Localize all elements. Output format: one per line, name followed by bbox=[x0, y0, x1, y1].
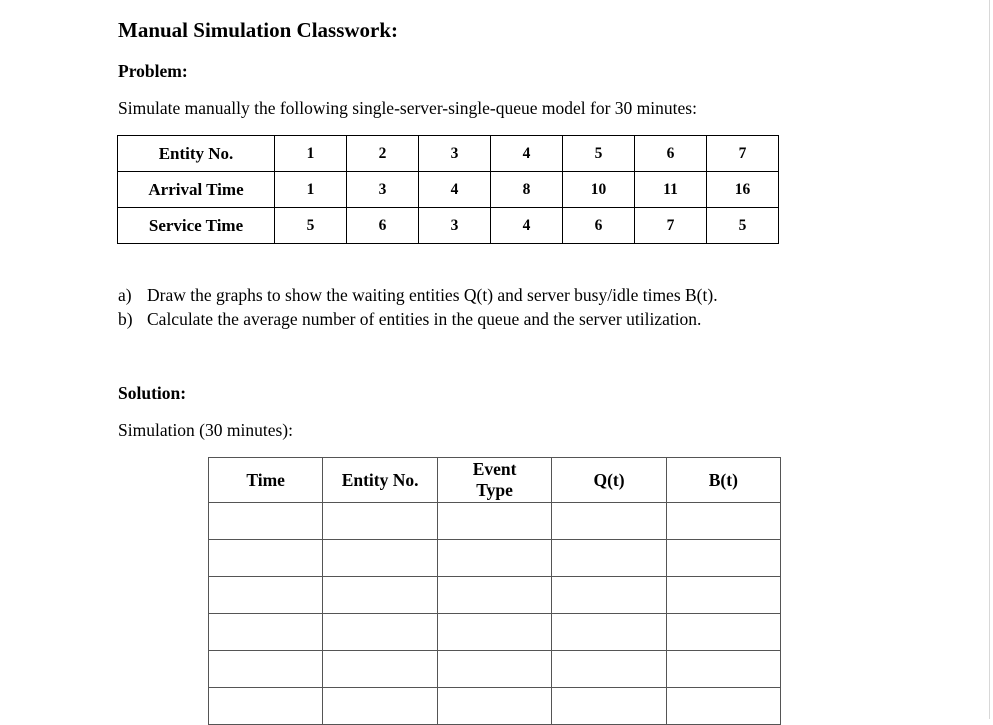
simulation-cell bbox=[666, 503, 780, 540]
header-time: Time bbox=[209, 458, 323, 503]
table-cell: 8 bbox=[491, 172, 563, 208]
row-label: Arrival Time bbox=[118, 172, 275, 208]
entity-table bbox=[117, 135, 779, 244]
simulation-cell bbox=[666, 651, 780, 688]
row-label: Service Time bbox=[118, 208, 275, 244]
table-cell: 16 bbox=[707, 172, 779, 208]
question-a bbox=[118, 285, 718, 306]
table-cell: 10 bbox=[563, 172, 635, 208]
simulation-cell bbox=[209, 577, 323, 614]
table-cell: 6 bbox=[563, 208, 635, 244]
simulation-cell bbox=[323, 503, 437, 540]
table-cell: 4 bbox=[491, 208, 563, 244]
table-cell: 1 bbox=[275, 136, 347, 172]
simulation-cell bbox=[437, 540, 552, 577]
question-b-label: b) bbox=[118, 309, 133, 329]
solution-subheading: Simulation (30 minutes): bbox=[118, 420, 293, 440]
table-cell: 6 bbox=[635, 136, 707, 172]
problem-heading: Problem: bbox=[118, 61, 188, 81]
header-entity-no: Entity No. bbox=[323, 458, 437, 503]
simulation-row bbox=[209, 503, 781, 540]
page-title: Manual Simulation Classwork: bbox=[118, 18, 399, 42]
simulation-cell bbox=[209, 540, 323, 577]
simulation-cell bbox=[552, 651, 666, 688]
simulation-cell bbox=[437, 503, 552, 540]
row-label: Entity No. bbox=[118, 136, 275, 172]
simulation-cell bbox=[552, 614, 666, 651]
simulation-cell bbox=[666, 577, 780, 614]
table-cell: 3 bbox=[419, 208, 491, 244]
simulation-row bbox=[209, 577, 781, 614]
table-cell: 1 bbox=[275, 172, 347, 208]
question-a-text: Draw the graphs to show the waiting entities Q(t) and server busy/idle times B(t). bbox=[147, 285, 718, 305]
table-cell: 4 bbox=[491, 136, 563, 172]
simulation-cell bbox=[209, 651, 323, 688]
simulation-cell bbox=[437, 614, 552, 651]
header-event-type-text: Event Type bbox=[472, 459, 517, 500]
table-cell: 11 bbox=[635, 172, 707, 208]
simulation-cell bbox=[437, 577, 552, 614]
table-cell: 3 bbox=[347, 172, 419, 208]
simulation-cell bbox=[323, 614, 437, 651]
header-q-t: Q(t) bbox=[552, 458, 666, 503]
simulation-cell bbox=[323, 540, 437, 577]
simulation-cell bbox=[666, 540, 780, 577]
simulation-cell bbox=[552, 540, 666, 577]
simulation-row bbox=[209, 614, 781, 651]
problem-statement: Simulate manually the following single-server-single-queue model for 30 minutes: bbox=[118, 98, 697, 118]
simulation-row bbox=[209, 540, 781, 577]
header-b-t: B(t) bbox=[666, 458, 780, 503]
simulation-cell bbox=[552, 503, 666, 540]
table-cell: 5 bbox=[707, 208, 779, 244]
table-cell: 5 bbox=[563, 136, 635, 172]
header-event-type bbox=[437, 458, 552, 503]
simulation-cell bbox=[552, 577, 666, 614]
entity-table-row bbox=[118, 208, 779, 244]
table-cell: 4 bbox=[419, 172, 491, 208]
question-b-text: Calculate the average number of entities in the queue and the server utilization. bbox=[147, 309, 702, 329]
simulation-cell bbox=[209, 614, 323, 651]
simulation-row bbox=[209, 651, 781, 688]
table-cell: 3 bbox=[419, 136, 491, 172]
simulation-cell bbox=[323, 651, 437, 688]
simulation-table bbox=[208, 457, 781, 725]
simulation-cell bbox=[209, 503, 323, 540]
simulation-cell bbox=[666, 614, 780, 651]
table-cell: 7 bbox=[635, 208, 707, 244]
question-a-label: a) bbox=[118, 285, 132, 305]
table-cell: 2 bbox=[347, 136, 419, 172]
solution-heading: Solution: bbox=[118, 383, 187, 403]
table-cell: 5 bbox=[275, 208, 347, 244]
entity-table-row bbox=[118, 136, 779, 172]
entity-table-row bbox=[118, 172, 779, 208]
simulation-header-row bbox=[209, 458, 781, 503]
page-edge bbox=[989, 0, 990, 719]
table-cell: 6 bbox=[347, 208, 419, 244]
question-b bbox=[118, 309, 701, 330]
table-cell: 7 bbox=[707, 136, 779, 172]
simulation-cell bbox=[323, 577, 437, 614]
simulation-cell bbox=[437, 651, 552, 688]
